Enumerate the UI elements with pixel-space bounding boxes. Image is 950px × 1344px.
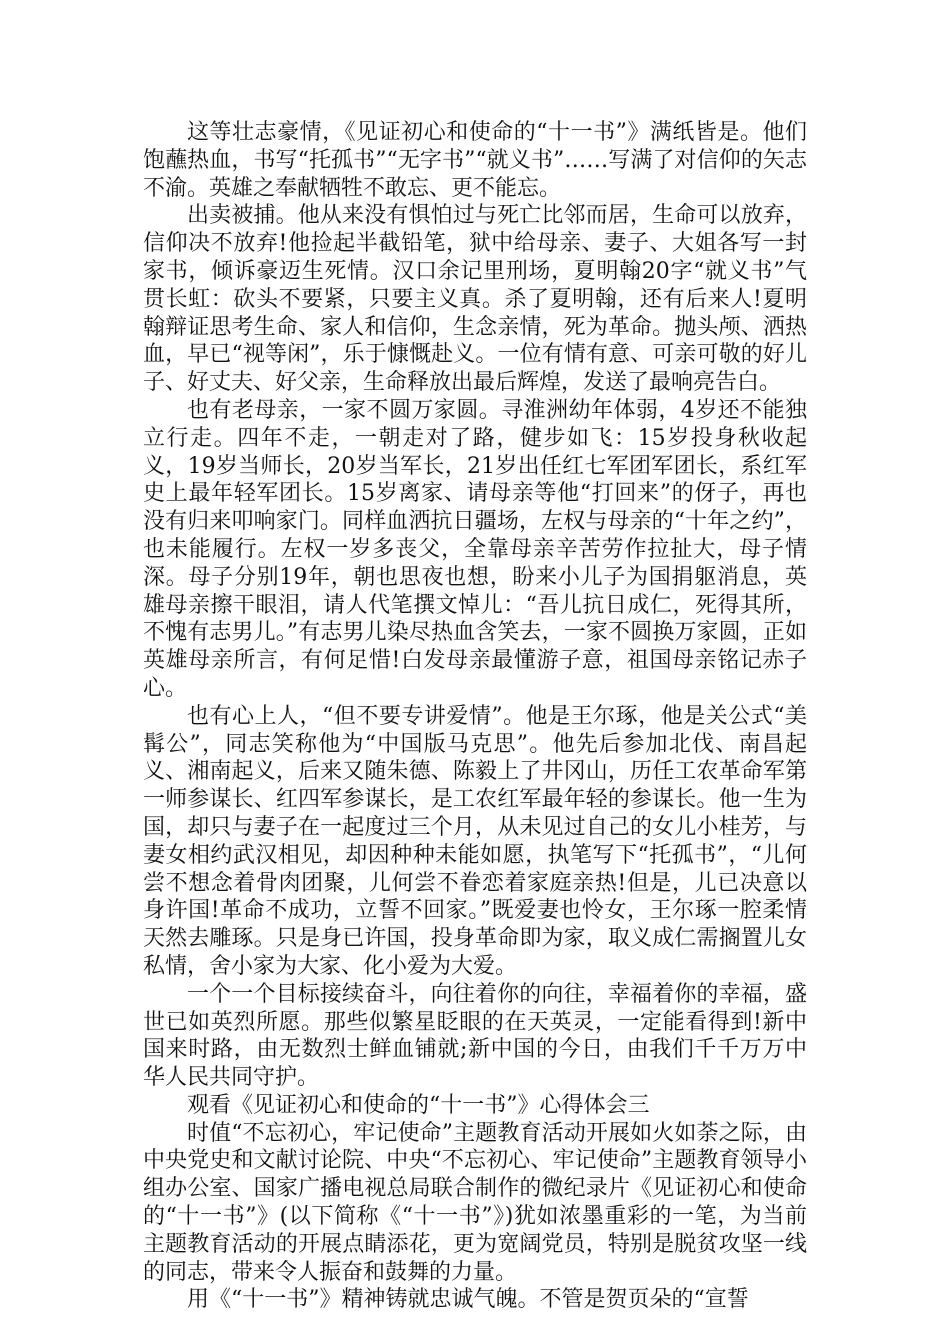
- document-page: [143, 119, 807, 1314]
- paragraph-praise: 这等壮志豪情，《见证初心和使命的“十一书”》满纸皆是。他们饱蘸热血，书写“托孤书”“无字书”“就义书”……写满了对信仰的矢志不渝。英雄之奉献牺牲不敢忘、更不能忘。: [143, 120, 807, 201]
- paragraph-conclusion: 一个一个目标接续奋斗，向往着你的向往，幸福着你的幸福，盛世已如英烈所愿。那些似繁星眨眼的在天英灵，一定能看得到!新中国来时路，由无数烈士鲜血铺就;新中国的今日，由我们千千万万中华人民共同守护。: [143, 981, 807, 1091]
- paragraph-wang-erzhuo: 也有心上人，“但不要专讲爱情”。他是王尔琢，他是关公式“美髯公”，同志笑称他为“中国版马克思”。他先后参加北伐、南昌起义、湘南起义，后来又随朱德、陈毅上了井冈山，历任工农革命军第一师参谋长、红四军参谋长，是工农红军最年轻的参谋长。他一生为国，却只与妻子在一起度过三个月，从未见过自己的女儿小桂芳，与妻女相约武汉相见，却因种种未能如愿，执笔写下“托孤书”，“儿何尝不想念着骨肉团聚，儿何尝不眷恋着家庭亲热!但是，儿已决意以身许国!革命不成功，立誓不回家。”既爱妻也怜女，王尔琢一腔柔情天然去雕琢。只是身已许国，投身革命即为家，取义成仁需搁置儿女私情，舍小家为大家、化小爱为大爱。: [143, 703, 807, 979]
- paragraph-xia-minghan: 出卖被捕。他从来没有惧怕过与死亡比邻而居，生命可以放弃，信仰决不放弃!他捡起半截铅笔，狱中给母亲、妻子、大姐各写一封家书，倾诉豪迈生死情。汉口余记里刑场，夏明翰20字“就义书”气贯长虹：砍头不要紧，只要主义真。杀了夏明翰，还有后来人!夏明翰辩证思考生命、家人和信仰，生念亲情，死为革命。抛头颅、洒热血，早已“视等闲”，乐于慷慨赴义。一位有情有意、可亲可敬的好儿子、好丈夫、好父亲，生命释放出最后辉煌，发送了最响亮告白。: [143, 203, 807, 396]
- section-heading: 观看《见证初心和使命的“十一书”》心得体会三: [187, 1092, 650, 1118]
- paragraph-mothers: 也有老母亲，一家不圆万家圆。寻淮洲幼年体弱，4岁还不能独立行走。四年不走，一朝走对了路，健步如飞：15岁投身秋收起义，19岁当师长，20岁当军长，21岁出任红七军团军团长，系红军史上最年轻军团长。15岁离家、请母亲等他“打回来”的伢子，再也没有归来叩响家门。同样血洒抗日疆场，左权与母亲的“十年之约”，也未能履行。左权一岁多丧父，全靠母亲辛苦劳作拉扯大，母子情深。母子分别19年，朝也思夜也想，盼来小儿子为国捐躯消息，英雄母亲擦干眼泪，请人代笔撰文悼儿：“吾儿抗日成仁，死得其所，不愧有志男儿。”有志男儿染尽热血含笑去，一家不圆换万家圆，正如英雄母亲所言，有何足惜!白发母亲最懂游子意，祖国母亲铭记赤子心。: [143, 397, 807, 701]
- paragraph-loyalty: 用《“十一书”》精神铸就忠诚气魄。不管是贺页朵的“宣誓: [187, 1287, 749, 1313]
- paragraph-intro-three: 时值“不忘初心，牢记使命”主题教育活动开展如火如荼之际，由中央党史和文献讨论院、中央“不忘初心、牢记使命”主题教育领导小组办公室、国家广播电视总局联合制作的微纪录片《见证初心和使命的“十一书”》(以下简称《“十一书”》)犹如浓墨重彩的一笔，为当前主题教育活动的开展点睛添花，更为宽阔党员，特别是脱贫攻坚一线的同志，带来令人振奋和鼓舞的力量。: [143, 1120, 807, 1285]
